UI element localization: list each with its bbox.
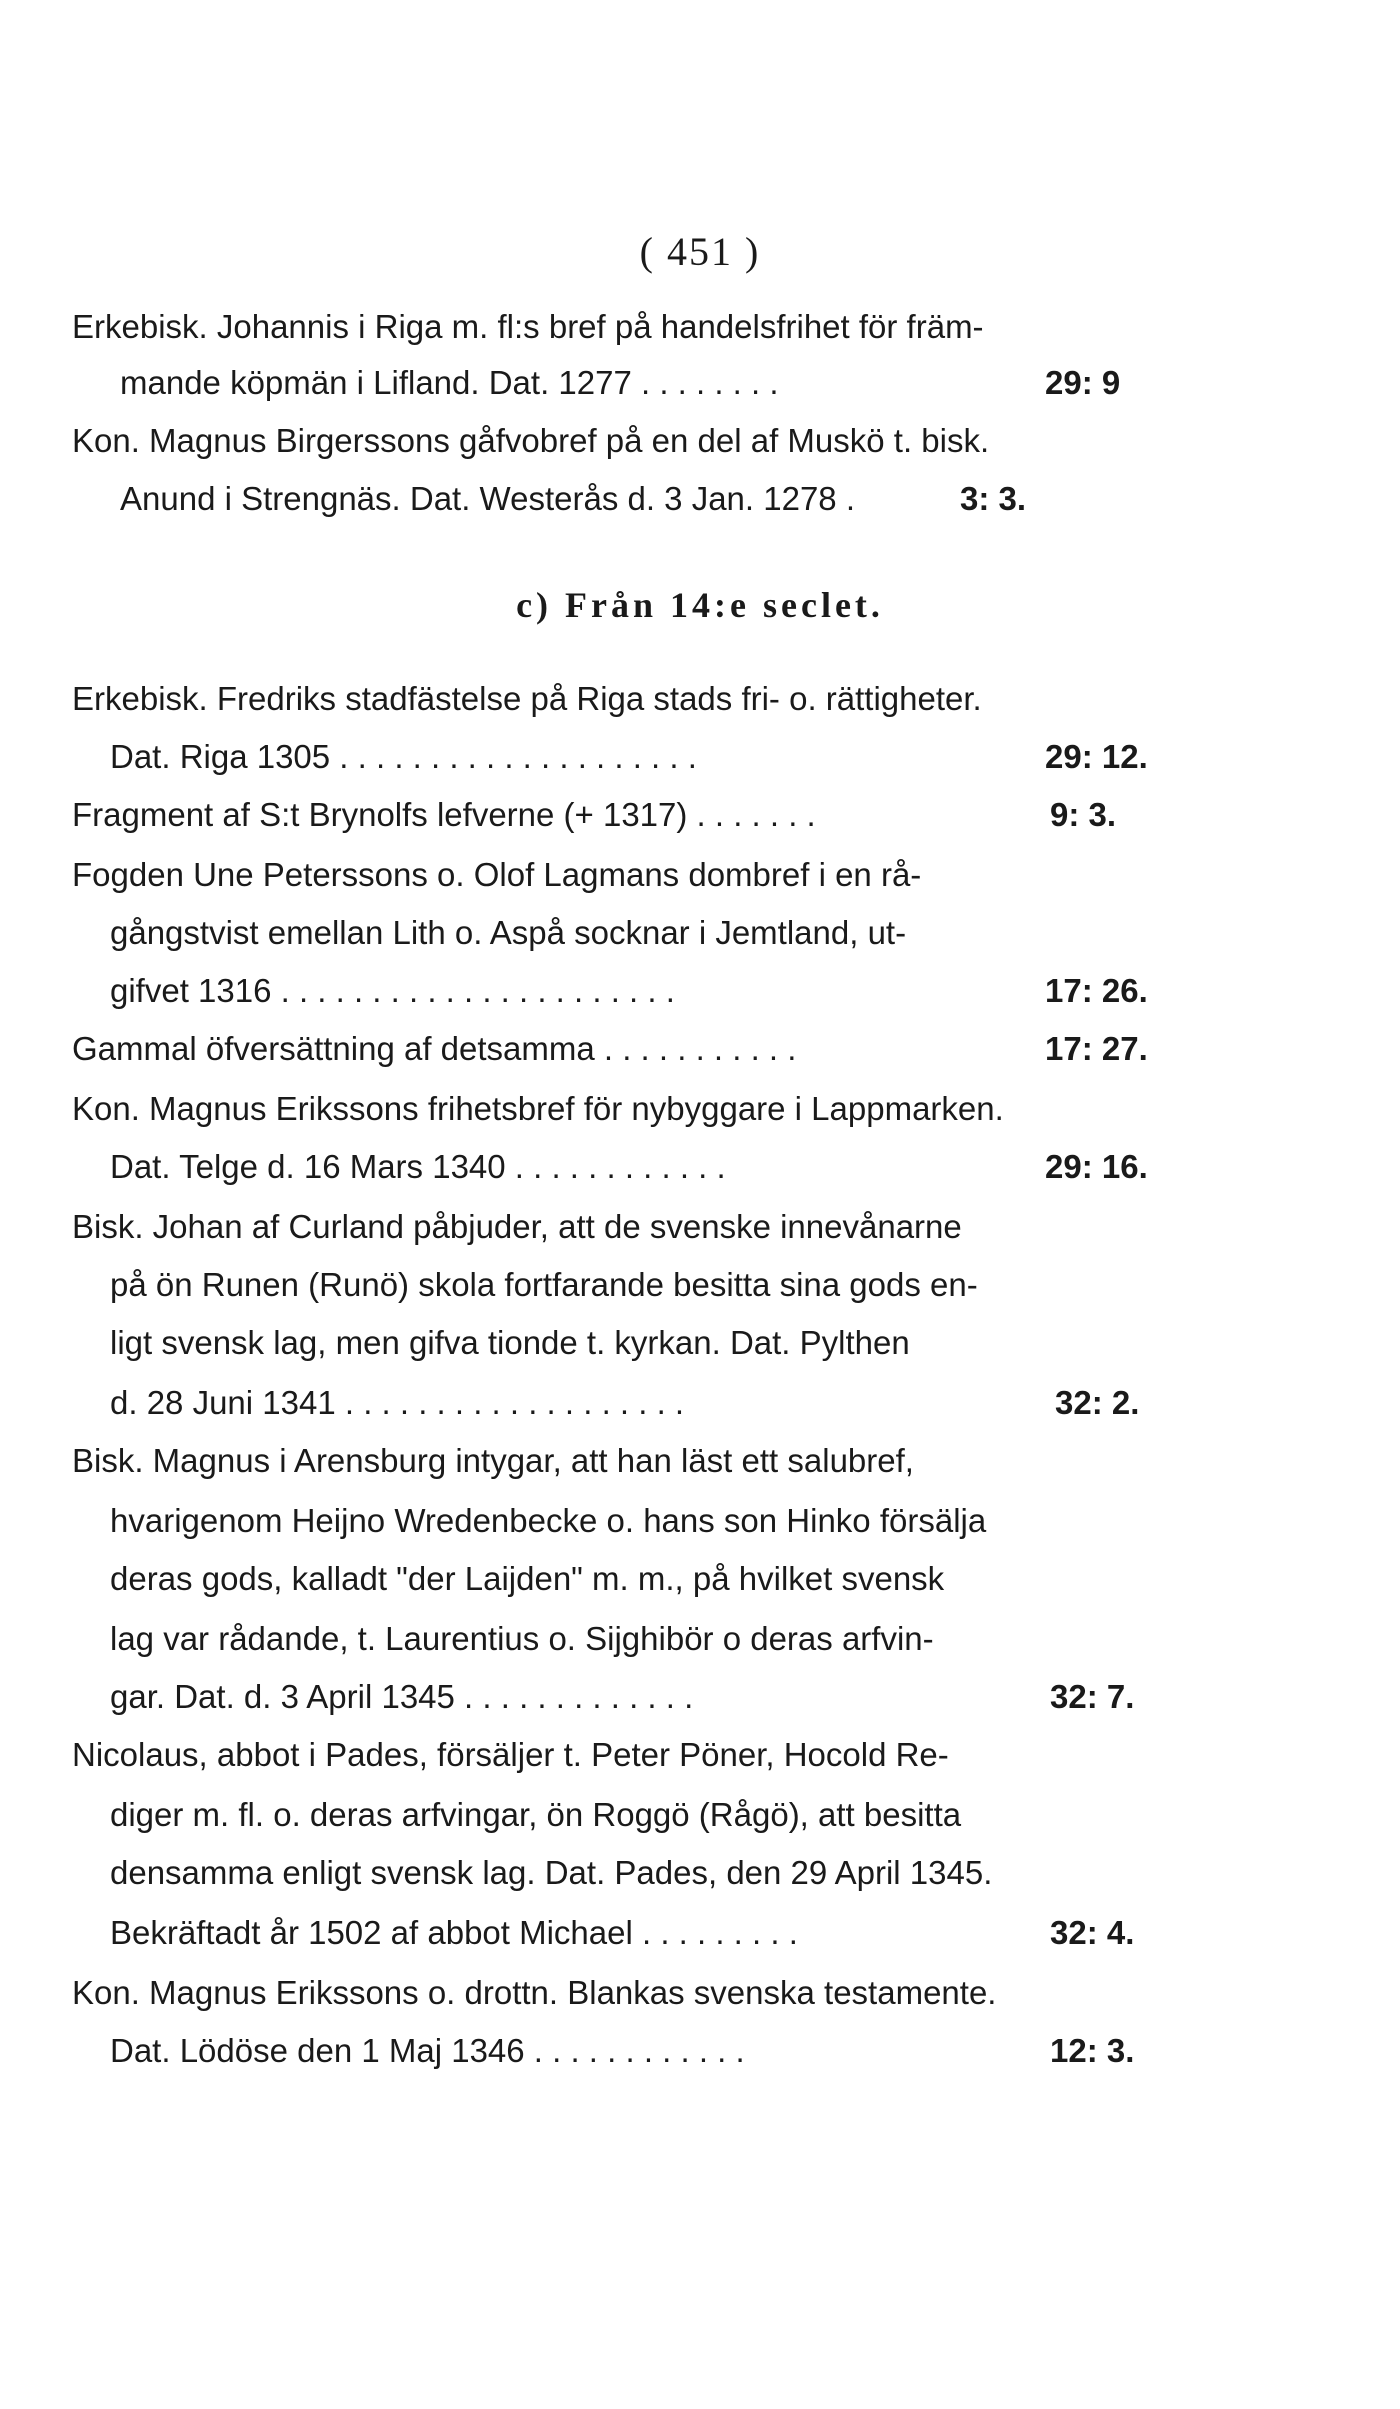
text-line: hvarigenom Heijno Wredenbecke o. hans son Hinko försälja — [110, 1502, 987, 1539]
text-line: Nicolaus, abbot i Pades, försäljer t. Peter Pöner, Hocold Re- — [72, 1736, 949, 1773]
text-line: på ön Runen (Runö) skola fortfarande besitta sina gods en- — [110, 1266, 978, 1303]
text-line: Kon. Magnus Erikssons o. drottn. Blankas svenska testamente. — [72, 1974, 997, 2011]
page-reference: 17: 26. — [1045, 972, 1148, 1009]
text-line: Dat. Lödöse den 1 Maj 1346 . . . . . . . . . . . . — [110, 2032, 745, 2069]
text-line: Erkebisk. Fredriks stadfästelse på Riga stads fri- o. rättigheter. — [72, 680, 982, 717]
text-line: Bisk. Johan af Curland påbjuder, att de svenske innevånarne — [72, 1208, 962, 1245]
page-reference: 32: 7. — [1050, 1678, 1135, 1715]
text-line: Erkebisk. Johannis i Riga m. fl:s bref på handelsfrihet för främ- — [72, 308, 984, 345]
text-line: gifvet 1316 . . . . . . . . . . . . . . . . . . . . . . — [110, 972, 675, 1009]
text-line: Bisk. Magnus i Arensburg intygar, att han läst ett salubref, — [72, 1442, 914, 1479]
text-line: Kon. Magnus Birgerssons gåfvobref på en del af Muskö t. bisk. — [72, 422, 990, 459]
page-reference: 12: 3. — [1050, 2032, 1135, 2069]
text-line: deras gods, kalladt "der Laijden" m. m., på hvilket svensk — [110, 1560, 945, 1597]
text-line: Gammal öfversättning af detsamma . . . . . . . . . . . — [72, 1030, 797, 1067]
text-line: Kon. Magnus Erikssons frihetsbref för nybyggare i Lappmarken. — [72, 1090, 1004, 1127]
page-number: ( 451 ) — [639, 229, 761, 274]
text-line: Fragment af S:t Brynolfs lefverne (+ 1317) . . . . . . . — [72, 796, 816, 833]
section-heading: c) Från 14:e seclet. — [516, 585, 884, 625]
text-line: Bekräftadt år 1502 af abbot Michael . . . . . . . . . — [110, 1914, 798, 1951]
page-reference: 29: 9 — [1045, 364, 1121, 401]
page-reference: 3: 3. — [960, 480, 1027, 517]
page-reference: 9: 3. — [1050, 796, 1117, 833]
text-line: Fogden Une Peterssons o. Olof Lagmans dombref i en rå- — [72, 856, 922, 893]
text-line: d. 28 Juni 1341 . . . . . . . . . . . . . . . . . . . — [110, 1384, 685, 1421]
text-line: diger m. fl. o. deras arfvingar, ön Roggö (Rågö), att besitta — [110, 1796, 962, 1833]
page-reference: 29: 12. — [1045, 738, 1148, 775]
text-line: mande köpmän i Lifland. Dat. 1277 . . . . . . . . — [120, 364, 779, 401]
text-line: Dat. Telge d. 16 Mars 1340 . . . . . . . . . . . . — [110, 1148, 726, 1185]
text-line: Dat. Riga 1305 . . . . . . . . . . . . . . . . . . . . — [110, 738, 697, 775]
text-line: gångstvist emellan Lith o. Aspå socknar i Jemtland, ut- — [110, 914, 907, 951]
page-reference: 29: 16. — [1045, 1148, 1148, 1185]
text-line: densamma enligt svensk lag. Dat. Pades, den 29 April 1345. — [110, 1854, 993, 1891]
page-reference: 32: 4. — [1050, 1914, 1135, 1951]
text-line: ligt svensk lag, men gifva tionde t. kyrkan. Dat. Pylthen — [110, 1324, 910, 1361]
text-line: gar. Dat. d. 3 April 1345 . . . . . . . . . . . . . — [110, 1678, 694, 1715]
page-reference: 32: 2. — [1055, 1384, 1140, 1421]
page-reference: 17: 27. — [1045, 1030, 1148, 1067]
text-line: Anund i Strengnäs. Dat. Westerås d. 3 Jan. 1278 . — [120, 480, 855, 517]
text-line: lag var rådande, t. Laurentius o. Sijghibör o deras arfvin- — [110, 1620, 934, 1657]
